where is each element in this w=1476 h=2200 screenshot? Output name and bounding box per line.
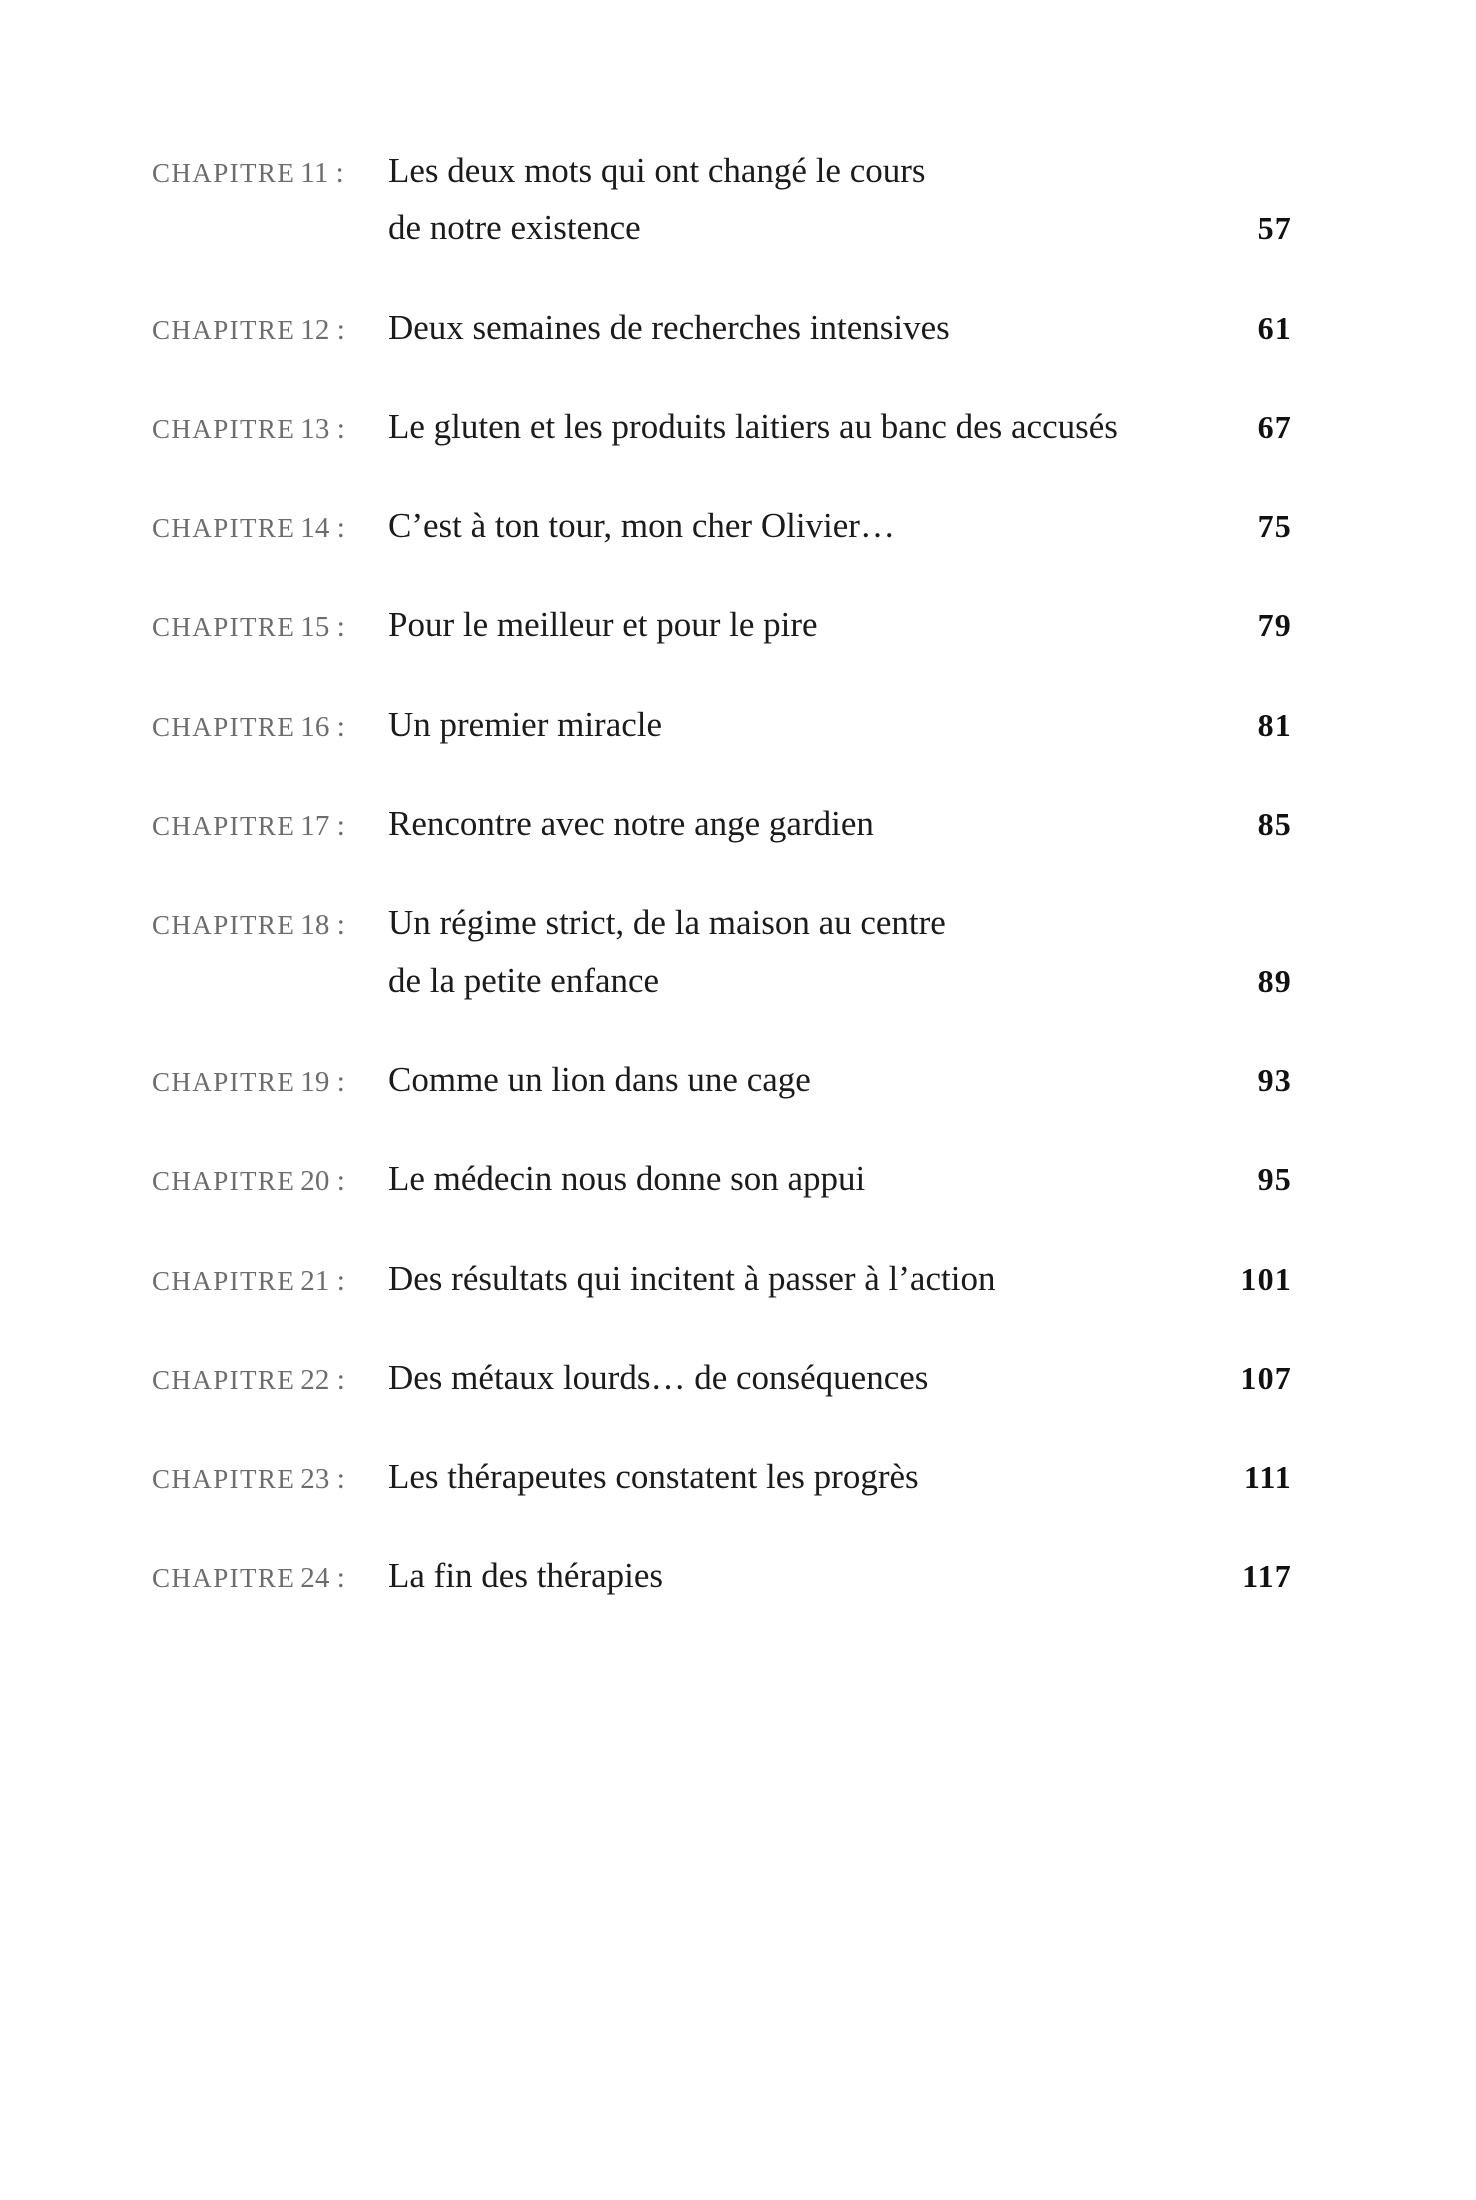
chapter-separator: :	[336, 610, 346, 644]
chapter-page-number[interactable]: 117	[1242, 1558, 1292, 1595]
chapter-title: Des résultats qui incitent à passer à l’action	[388, 1258, 996, 1298]
chapter-separator: :	[336, 1164, 346, 1198]
chapter-page-number[interactable]: 101	[1240, 1260, 1292, 1297]
chapter-title: Comme un lion dans une cage	[388, 1059, 811, 1099]
chapter-label	[152, 511, 382, 546]
chapter-label	[152, 1164, 382, 1199]
chapter-word: CHAPITRE	[152, 910, 296, 941]
chapter-title: Les deux mots qui ont changé le cours	[388, 151, 926, 190]
toc-entry-line	[152, 1456, 1292, 1497]
toc-entry-line	[152, 803, 1292, 844]
toc-entry-line	[152, 406, 1292, 447]
chapter-word: CHAPITRE	[152, 158, 296, 188]
toc-entry[interactable]	[152, 1357, 1292, 1398]
chapter-separator: :	[336, 511, 346, 545]
toc-entry[interactable]	[152, 406, 1292, 447]
chapter-page-number[interactable]: 95	[1257, 1161, 1292, 1198]
chapter-page-number[interactable]: 89	[1257, 962, 1292, 999]
chapter-word: CHAPITRE	[152, 1364, 296, 1395]
toc-entry[interactable]	[152, 505, 1292, 546]
toc-entry-line	[152, 1555, 1292, 1596]
chapter-label	[152, 1264, 382, 1299]
chapter-separator: :	[336, 709, 346, 743]
chapter-number: 20	[300, 1165, 330, 1198]
chapter-title: de la petite enfance	[388, 960, 660, 1000]
chapter-separator: :	[336, 1064, 346, 1098]
toc-entry-line	[152, 902, 1292, 943]
chapter-separator: :	[336, 1462, 346, 1496]
toc-entry-line	[152, 307, 1292, 348]
chapter-label	[152, 1561, 382, 1596]
chapter-page-number[interactable]: 79	[1257, 607, 1292, 644]
chapter-separator: :	[336, 312, 346, 346]
chapter-separator: :	[336, 1561, 346, 1595]
chapter-number: 17	[300, 810, 330, 843]
chapter-separator: :	[336, 1362, 346, 1396]
chapter-word: CHAPITRE	[152, 612, 296, 643]
chapter-title: Les thérapeutes constatent les progrès	[388, 1457, 919, 1497]
toc-entry[interactable]	[152, 902, 1292, 1001]
toc-entry[interactable]	[152, 604, 1292, 645]
chapter-word: CHAPITRE	[152, 1265, 296, 1296]
chapter-title: de notre existence	[388, 208, 641, 248]
chapter-number: 24	[300, 1562, 330, 1595]
chapter-page-number[interactable]: 67	[1257, 408, 1292, 445]
chapter-label	[152, 1363, 382, 1398]
toc-entry[interactable]	[152, 1059, 1292, 1100]
toc-entry-line	[152, 604, 1292, 645]
chapter-number: 13	[300, 412, 330, 445]
chapter-number: 15	[300, 611, 330, 644]
chapter-word: CHAPITRE	[152, 811, 296, 842]
chapter-page-number[interactable]: 93	[1257, 1061, 1292, 1098]
chapter-title: La fin des thérapies	[388, 1556, 664, 1596]
chapter-number: 19	[300, 1065, 330, 1098]
chapter-word: CHAPITRE	[152, 1464, 296, 1495]
chapter-label	[152, 1462, 382, 1497]
chapter-title: C’est à ton tour, mon cher Olivier…	[388, 506, 895, 546]
toc-entry[interactable]	[152, 1555, 1292, 1596]
chapter-page-number[interactable]: 111	[1243, 1459, 1292, 1496]
chapter-title: Rencontre avec notre ange gardien	[388, 804, 874, 844]
chapter-word: CHAPITRE	[152, 314, 296, 345]
chapter-title: Le gluten et les produits laitiers au banc des accusés	[388, 406, 1118, 446]
chapter-separator: :	[336, 809, 346, 843]
chapter-label	[152, 908, 382, 943]
chapter-page-number[interactable]: 57	[1257, 210, 1292, 247]
toc-entry-line	[152, 1357, 1292, 1398]
chapter-word: CHAPITRE	[152, 1563, 296, 1594]
chapter-number: 14	[300, 512, 330, 545]
chapter-label	[152, 809, 382, 844]
toc-entry[interactable]	[152, 150, 1292, 249]
chapter-title: Le médecin nous donne son appui	[388, 1159, 866, 1199]
chapter-label	[152, 412, 382, 447]
chapter-number: 11	[300, 157, 329, 189]
chapter-word: CHAPITRE	[152, 413, 296, 444]
toc-entry-line	[152, 1158, 1292, 1199]
chapter-title: Un régime strict, de la maison au centre	[388, 903, 946, 943]
toc-entry-line	[152, 150, 1292, 191]
chapter-separator: :	[336, 411, 346, 445]
chapter-label	[152, 156, 382, 191]
chapter-page-number[interactable]: 75	[1257, 508, 1292, 545]
chapter-label	[152, 313, 382, 348]
chapter-page-number[interactable]: 85	[1257, 806, 1292, 843]
table-of-contents	[152, 150, 1292, 1655]
chapter-label	[152, 1065, 382, 1100]
chapter-separator: :	[336, 908, 346, 942]
chapter-word: CHAPITRE	[152, 1066, 296, 1097]
chapter-separator: :	[335, 156, 345, 189]
chapter-number: 12	[300, 313, 330, 346]
chapter-separator: :	[336, 1263, 346, 1297]
chapter-title: Pour le meilleur et pour le pire	[388, 605, 818, 645]
toc-entry-line	[152, 704, 1292, 745]
chapter-number: 21	[300, 1264, 330, 1297]
toc-entry[interactable]	[152, 307, 1292, 348]
chapter-number: 23	[300, 1463, 330, 1496]
chapter-label	[152, 610, 382, 645]
chapter-number: 22	[300, 1363, 330, 1396]
chapter-title: Un premier miracle	[388, 704, 663, 744]
toc-entry-line	[152, 1059, 1292, 1100]
chapter-title: Des métaux lourds… de conséquences	[388, 1357, 929, 1397]
chapter-page-number[interactable]: 107	[1240, 1359, 1292, 1396]
chapter-label	[152, 710, 382, 745]
toc-entry-line	[152, 505, 1292, 546]
chapter-word: CHAPITRE	[152, 513, 296, 544]
chapter-word: CHAPITRE	[152, 1166, 296, 1197]
chapter-number: 16	[300, 710, 330, 743]
toc-entry[interactable]	[152, 1258, 1292, 1299]
chapter-title: Deux semaines de recherches intensives	[388, 307, 950, 347]
toc-entry[interactable]	[152, 1456, 1292, 1497]
toc-entry-line-continued	[152, 960, 1292, 1001]
toc-entry[interactable]	[152, 1158, 1292, 1199]
toc-entry[interactable]	[152, 704, 1292, 745]
toc-entry-line-continued	[152, 207, 1292, 248]
toc-entry-line	[152, 1258, 1292, 1299]
chapter-number: 18	[300, 909, 330, 942]
chapter-word: CHAPITRE	[152, 711, 296, 742]
chapter-page-number[interactable]: 61	[1257, 309, 1292, 346]
chapter-page-number[interactable]: 81	[1257, 706, 1292, 743]
toc-entry[interactable]	[152, 803, 1292, 844]
